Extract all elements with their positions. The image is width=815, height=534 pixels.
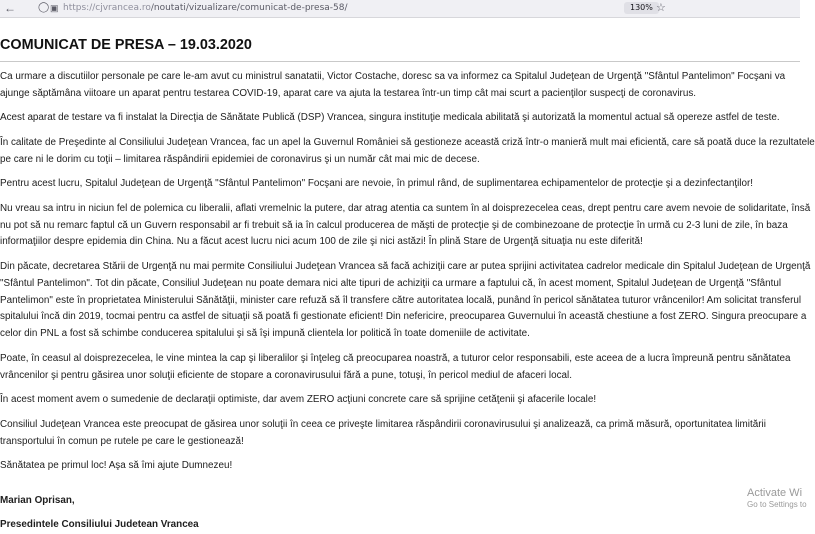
browser-toolbar bbox=[0, 0, 800, 18]
paragraph-4-line: Pentru acest lucru, Spitalul Judeţean de Urgenţă "Sfântul Pantelimon" Focşani are nevoie, în primul rând, de suplimentarea echipamentelor de protecţie şi a dezinfectanţilor! bbox=[0, 178, 753, 189]
back-icon[interactable]: ← bbox=[4, 1, 16, 15]
paragraph-9-line: Consiliul Judeţean Vrancea este preocupat de găsirea unor soluţii în ceea ce priveşte limitarea răspândirii coronavirusului şi analizează, ca primă măsură, oportunitatea limitării bbox=[0, 419, 766, 430]
watermark-line2: Go to Settings to bbox=[747, 500, 807, 509]
paragraph-6-line: Din păcate, decretarea Stării de Urgenţă nu mai permite Consiliului Judeţean Vrancea să facă achiziţii care ar putea sprijini activitatea cadrelor medicale din Spitalul Judeţean de Urgenţă bbox=[0, 261, 811, 272]
paragraph-3-line: pe care ni le dorim cu toţii – limitarea răspândirii epidemiei de coronavirus şi un număr cât mai mic de decese. bbox=[0, 154, 480, 165]
paragraph-10-line: Sănătatea pe primul loc! Aşa să îmi ajute Dumnezeu! bbox=[0, 460, 233, 471]
title-divider bbox=[0, 61, 800, 62]
paragraph-6-line: celor din PNL a fost să schimbe conducerea spitalului şi să îşi impună clientela lor politică în toate domeniile de activitate. bbox=[0, 328, 530, 339]
lock-icon[interactable]: ▣ bbox=[50, 3, 59, 13]
paragraph-6-line: Pantelimon" este în proprietatea Ministerului Sănătăţii, minister care refuză să îl transfere către autoritatea locală, punând în pericol sănătatea tuturor vrâncenilor! Am solicitat transferul bbox=[0, 295, 802, 306]
signature-name: Marian Oprisan, bbox=[0, 495, 75, 506]
url-host: https://cjvrancea.ro bbox=[63, 3, 151, 13]
star-icon[interactable]: ☆ bbox=[656, 2, 666, 14]
paragraph-3-line: În calitate de Preşedinte al Consiliului Judeţean Vrancea, fac un apel la Guvernul României să gestioneze această criză într-o manieră mult mai eficientă, care să poată duce la rezultatele bbox=[0, 137, 815, 148]
paragraph-6-line: spitalului încă din 2019, tocmai pentru ca astfel de situaţii să poată fi gestionate eficient! Din nefericire, preocuparea Guvernului în această chestiune a fost ZERO. Singura preocupare a bbox=[0, 311, 807, 322]
watermark-line1: Activate Wi bbox=[747, 487, 803, 499]
url-path: /noutati/vizualizare/comunicat-de-presa-58/ bbox=[150, 3, 348, 13]
paragraph-5-line: nu pot să nu remarc faptul că un Guvern responsabil ar fi trebuit să ia în calcul producerea de măşti de protecţie şi de combinezoane de protecţie în urmă cu 2-3 luni de zile, în baza bbox=[0, 220, 788, 231]
paragraph-5-line: informaţiilor despre epidemia din China. Nu a făcut acest lucru nici acum 100 de zile şi nici astăzi! În plină Stare de Urgenţă situaţia nu este diferită! bbox=[0, 236, 643, 247]
paragraph-8-line: În acest moment avem o sumedenie de declaraţii optimiste, dar avem ZERO acţiuni concrete care să sprijine cetăţenii şi afacerile locale! bbox=[0, 394, 597, 405]
paragraph-6-line: "Sfântul Pantelimon". Tot din păcate, Consiliul Judeţean nu poate demara nici alte tipuri de achiziţii ca urmare a faptului că, în acest moment, Spitalul Judeţean de Urgenţă "Sfântul bbox=[0, 278, 782, 289]
page-title: COMUNICAT DE PRESA – 19.03.2020 bbox=[0, 37, 252, 53]
windows-activation-watermark bbox=[747, 487, 807, 510]
shield-icon[interactable]: ◯ bbox=[38, 2, 50, 13]
paragraph-2-line: Acest aparat de testare va fi instalat la Direcţia de Sănătate Publică (DSP) Vrancea, singura instituţie medicala abilitată şi autorizată la momentul actual să opereze astfel de teste. bbox=[0, 112, 780, 123]
paragraph-9-line: transportului în comun pe rutele pe care le gestionează! bbox=[0, 436, 244, 447]
paragraph-7-line: vrâncenilor şi pentru găsirea unor soluţii eficiente de stopare a coronavirusului fără a pune, totuşi, în pericol mediul de afaceri local. bbox=[0, 370, 572, 381]
paragraph-1-line: ajunge săptămâna viitoare un aparat pentru testarea COVID-19, aparat care va ajuta la testarea într-un timp cât mai scurt a pacienţilor suspecţi de coronavirus. bbox=[0, 88, 697, 99]
paragraph-7-line: Poate, în ceasul al doisprezecelea, le vine mintea la cap şi liberalilor şi înţeleg că preocuparea noastră, a tuturor celor responsabili, este aceea de a lucra împreună pentru sănătatea bbox=[0, 353, 791, 364]
signature-title: Presedintele Consiliului Judetean Vrancea bbox=[0, 519, 199, 530]
paragraph-5-line: Nu vreau sa intru in niciun fel de polemica cu liberalii, aflati vremelnic la putere, dar atrag atentia ca suntem în al doisprezecelea ceas, drept pentru care avem nevoie de solidaritate, însă bbox=[0, 203, 811, 214]
zoom-indicator[interactable]: 130% bbox=[624, 2, 659, 14]
address-bar[interactable] bbox=[63, 1, 348, 15]
paragraph-1-line: Ca urmare a discutiilor personale pe care le-am avut cu ministrul sanatatii, Victor Costache, doresc sa va informez ca Spitalul Judeţean de Urgenţă "Sfântul Pantelimon" Focşani va bbox=[0, 71, 786, 82]
